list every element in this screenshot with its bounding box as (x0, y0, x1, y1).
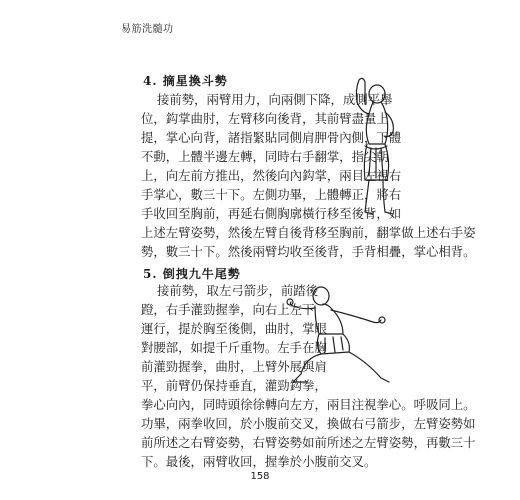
section-heading-star-picking: 4. 摘星換斗勢 (143, 74, 228, 88)
page-number: 158 (250, 471, 270, 482)
text-line: 前所述之右臂姿勢，右臂姿勢如前所述之左臂姿勢，再數三十 (141, 435, 476, 450)
section-heading-ox-tail: 5. 倒拽九牛尾勢 (143, 267, 241, 281)
figure-ox-tail-illustration (285, 282, 395, 392)
text-line: 上，向左前方推出，然後向內鈎掌，兩目左視右 (141, 168, 402, 183)
text-line: 上述左臂姿勢，然後左臂自後背移至胸前，翻掌做上述右手姿 (141, 225, 476, 240)
text-line: 功畢，兩拳收回，於小腹前交叉，換做右弓箭步，左臂姿勢如 (141, 416, 476, 431)
text-line: 手掌心，數三十下。左側功畢，上體轉正，將右 (141, 187, 402, 202)
text-line: 位，鈎掌曲肘，左臂移向後背，其前臂盡量上 (141, 111, 389, 126)
text-line: 不動，上體半邊左轉，同時右手翻掌，指尖朝 (141, 149, 389, 164)
text-line: 提，掌心向背，諸指緊貼同側肩胛骨內側，下體 (141, 130, 402, 145)
figure-star-picking-illustration (343, 72, 409, 222)
text-line: 蹬，右手灌勁握拳，向右上左下 (141, 302, 315, 317)
text-line: 接前勢，兩臂用力，向兩側下降，成側平舉 (157, 92, 393, 107)
text-line: 手收回至胸前，再延右側胸廓橫行移至後背，如 (141, 206, 402, 221)
text-line: 勢，數三十下。然後兩臂均收至後背，手背相疊，掌心相背。 (141, 244, 476, 259)
text-line: 對腰部，如提千斤重物。左手在胸 (141, 340, 327, 355)
text-line: 前灌勁握拳，曲肘，上臂外展與肩 (141, 359, 327, 374)
text-line: 下。最後，兩臂收回，握拳於小腹前交叉。 (141, 454, 377, 469)
text-line: 接前勢，取左弓箭步，前踏後 (157, 283, 319, 298)
text-line: 平，前臂仍保持垂直，灌勁鈎拳， (141, 378, 327, 393)
text-line: 運行，提於胸至後側，曲肘，掌眼 (141, 321, 327, 336)
text-line: 拳心向內，同時頭徐徐轉向左方，兩目注視拳心。呼吸同上。 (141, 397, 476, 412)
running-header: 易筋洗髓功 (121, 24, 174, 35)
